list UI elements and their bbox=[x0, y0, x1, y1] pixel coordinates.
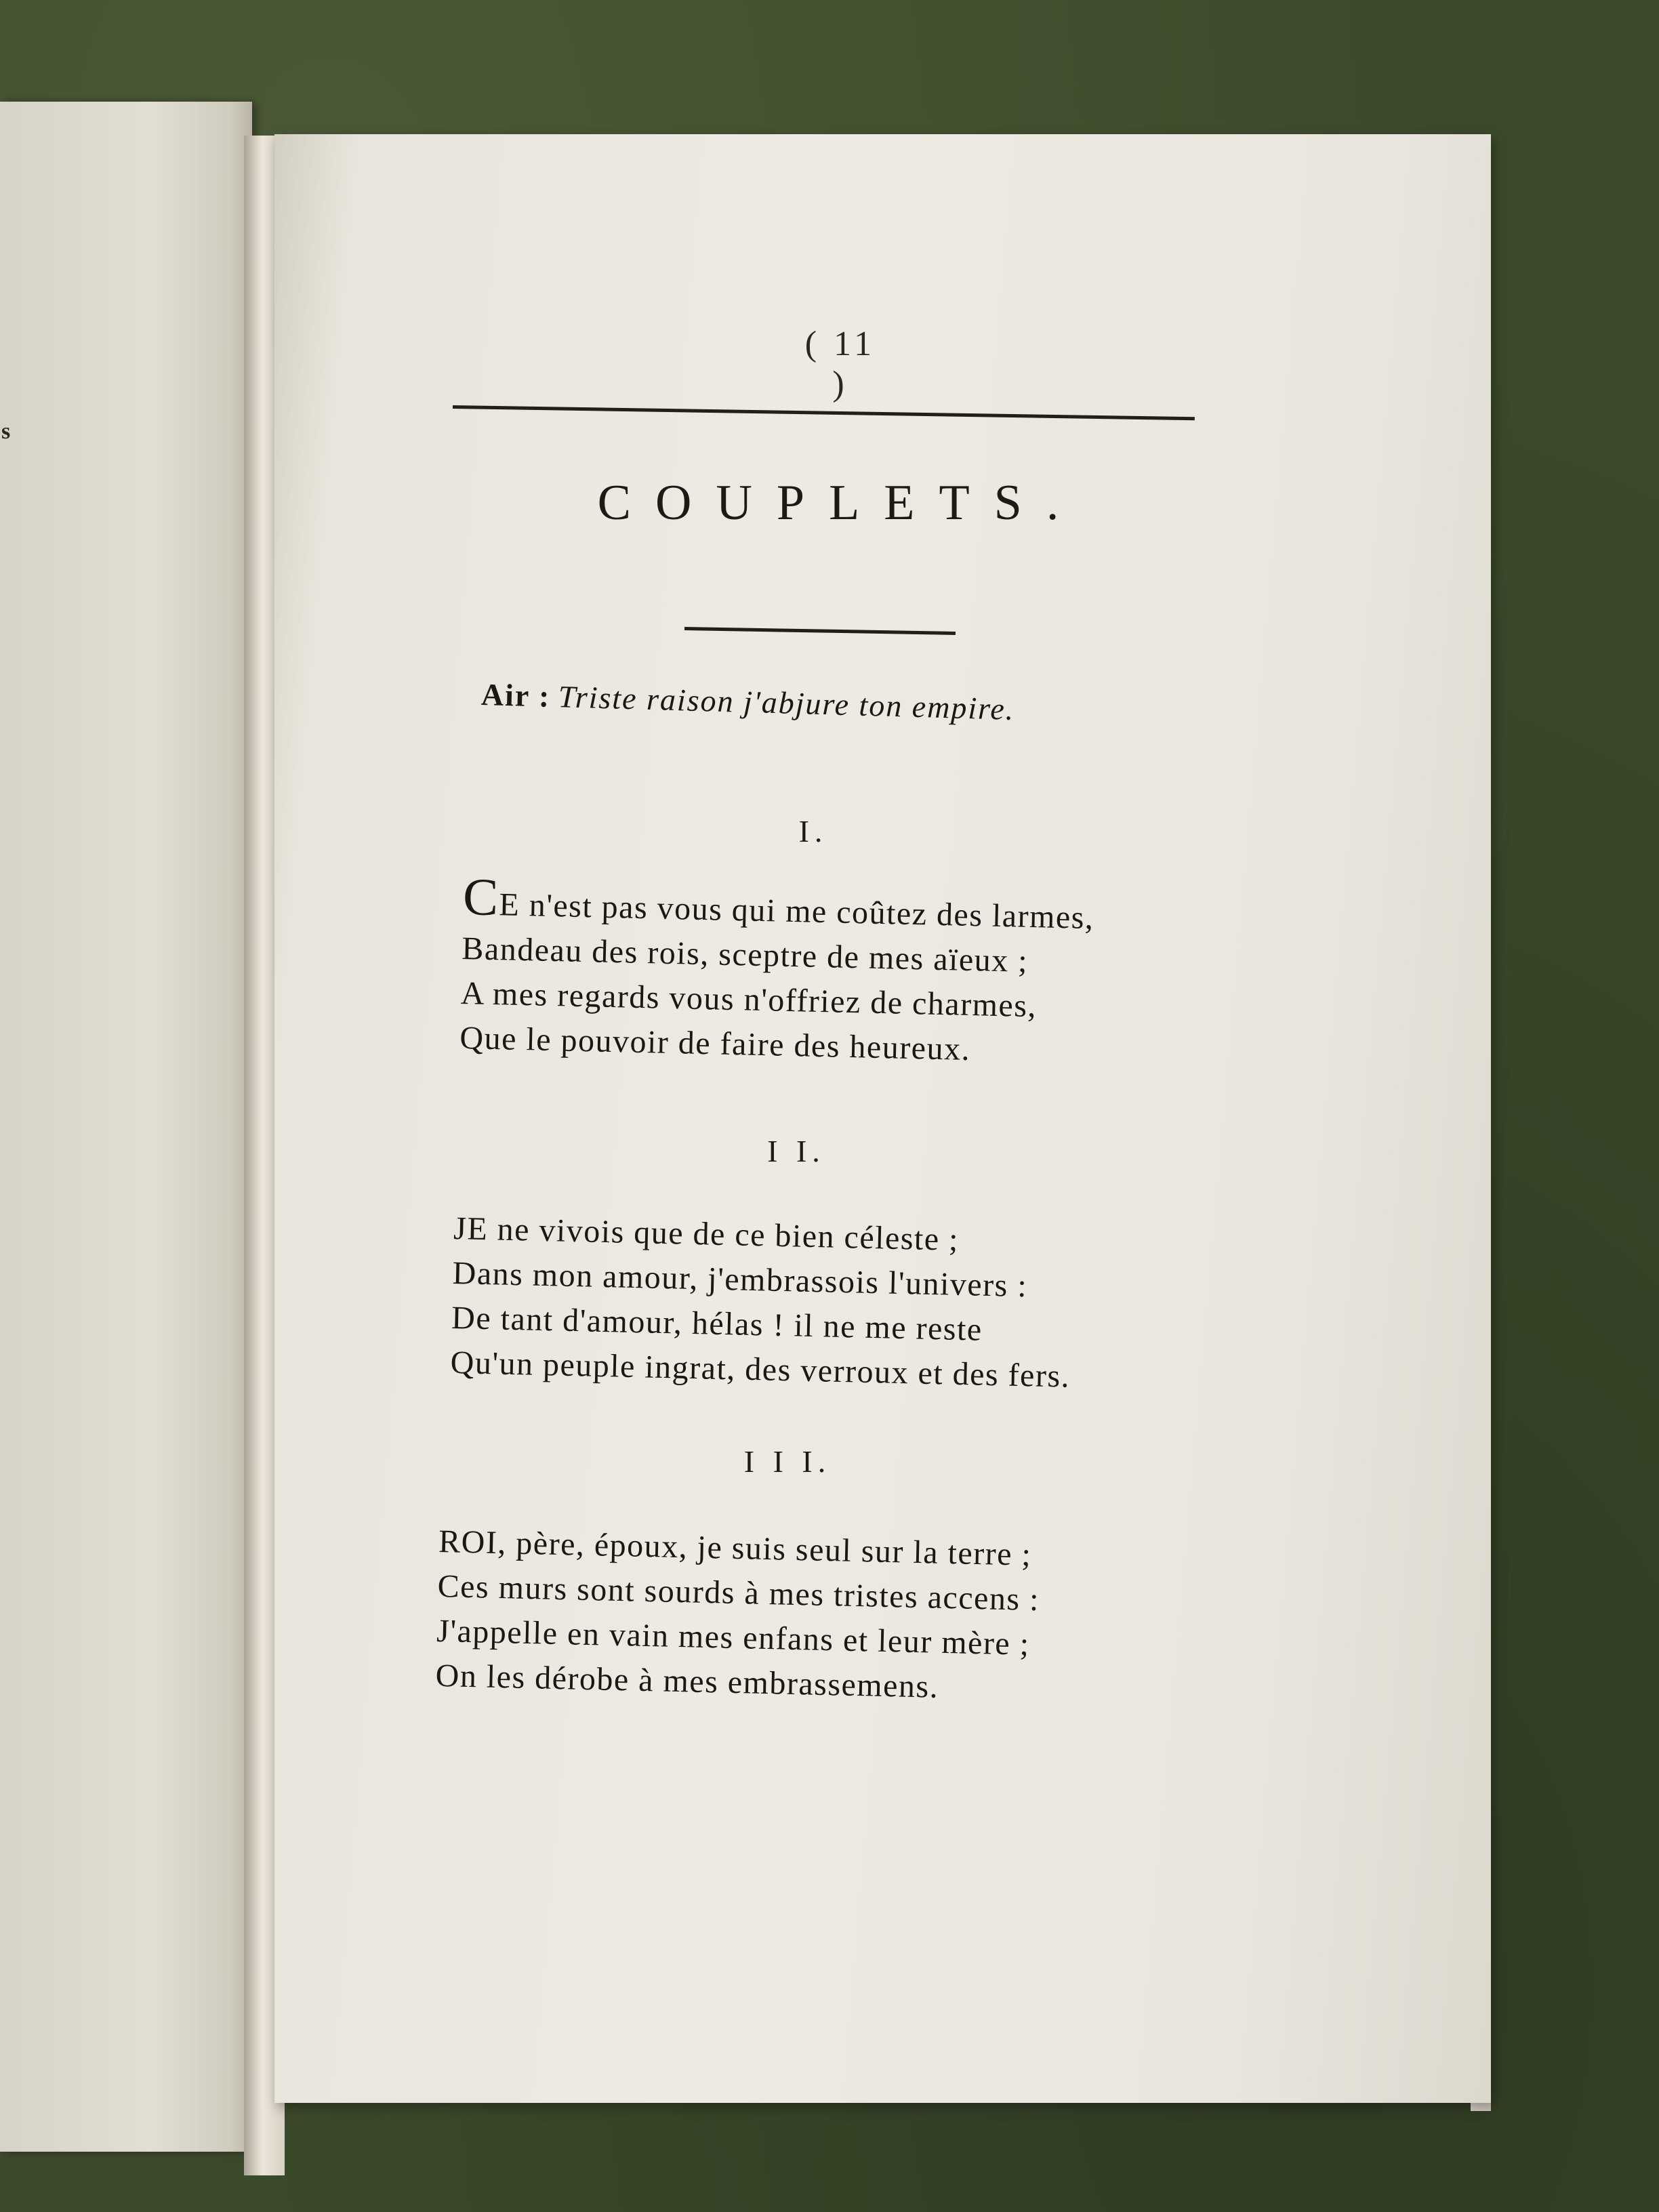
verse-line: ROI, père, époux, je suis seul sur la terre ; bbox=[438, 1523, 1032, 1573]
verse-line: Ces murs sont sourds à mes tristes accens : bbox=[437, 1568, 1040, 1618]
stanza bbox=[459, 867, 1223, 1078]
verse-line: Qu'un peuple ingrat, des verroux et des fers. bbox=[450, 1344, 1071, 1395]
stanza-number: I. bbox=[798, 814, 828, 848]
stanza-number: I I. bbox=[767, 1134, 825, 1168]
verse-line: Bandeau des rois, sceptre de mes aïeux ; bbox=[461, 930, 1029, 979]
verse-line: A mes regards vous n'offriez de charmes, bbox=[460, 975, 1038, 1025]
verse-line: JE ne vivois que de ce bien céleste ; bbox=[453, 1210, 960, 1258]
previous-page-text-fragment: s bbox=[1, 419, 11, 444]
stanza bbox=[435, 1519, 1198, 1715]
book-page bbox=[274, 134, 1491, 2103]
stanza-number: I I I. bbox=[743, 1444, 832, 1479]
verse-line: CE n'est pas vous qui me coûtez des larmes, bbox=[462, 867, 1095, 937]
verse-line: De tant d'amour, hélas ! il ne me reste bbox=[451, 1299, 983, 1348]
verse-line: J'appelle en vain mes enfans et leur mère ; bbox=[436, 1612, 1031, 1662]
page-title: COUPLETS. bbox=[597, 475, 1084, 531]
air-title: Triste raison j'abjure ton empire. bbox=[558, 679, 1016, 726]
verse-line: On les dérobe à mes embrassemens. bbox=[435, 1657, 939, 1705]
previous-page bbox=[0, 102, 252, 2152]
verse-line: Dans mon amour, j'embrassois l'univers : bbox=[452, 1254, 1028, 1305]
stanza bbox=[450, 1206, 1213, 1402]
air-label: Air : bbox=[480, 677, 552, 714]
verse-line: Que le pouvoir de faire des heureux. bbox=[459, 1019, 971, 1068]
page-number: ( 11 ) bbox=[804, 325, 876, 403]
